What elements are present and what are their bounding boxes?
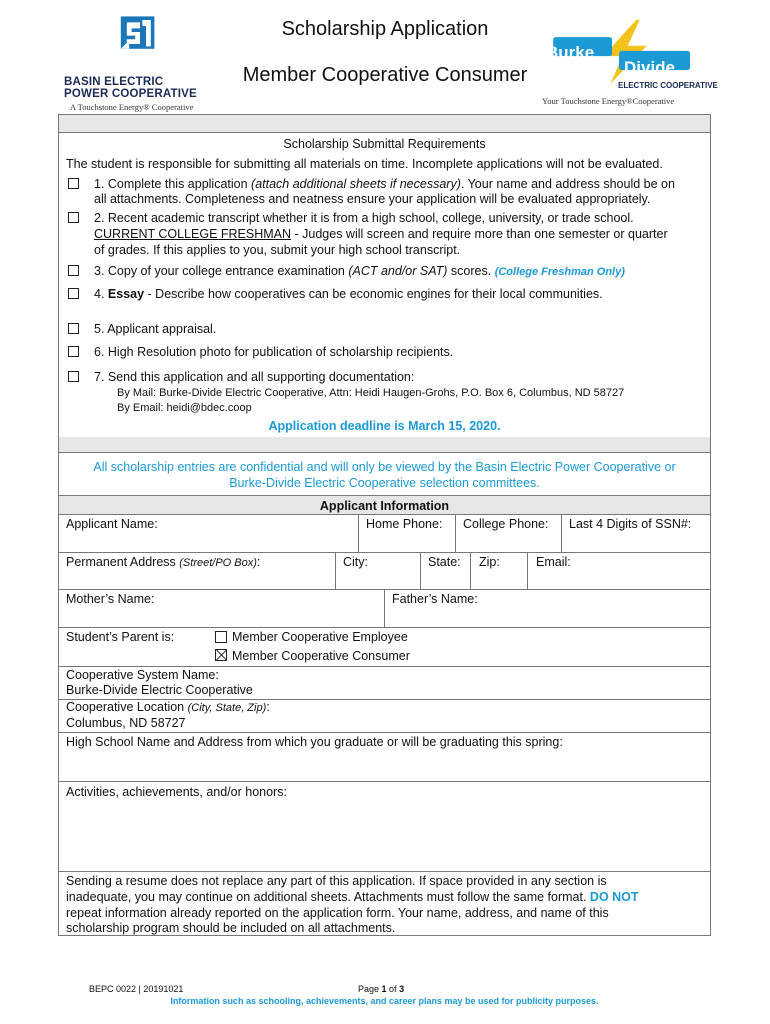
requirements-intro: The student is responsible for submitting all materials on time. Incomplete applications will not be evaluated. [66,157,663,171]
zip-label: Zip: [479,555,500,569]
req7-text: 7. Send this application and all supporting documentation: [94,370,415,384]
req2-text: 2. Recent academic transcript whether it is from a high school, college, university, or trade school. [94,211,634,225]
bepc-name: BASIN ELECTRIC POWER COOPERATIVE [64,76,197,100]
req4-text: 4. Essay - Describe how cooperatives can be economic engines for their local communities. [94,287,603,301]
burke-tagline: Your Touchstone Energy®Cooperative [542,96,675,106]
top-gray-band [59,115,710,132]
req7-checkbox[interactable] [68,371,79,382]
email-label: Email: [536,555,571,569]
resume-note-line1: Sending a resume does not replace any part of this application. If space provided in any section is [66,874,607,888]
req3-checkbox[interactable] [68,265,79,276]
consumer-option: Member Cooperative Consumer [232,649,410,663]
mid-gray-band [59,437,710,452]
employee-checkbox[interactable] [215,631,227,643]
mother-label: Mother’s Name: [66,592,155,606]
parent-type-label: Student’s Parent is: [66,630,175,644]
req6-text: 6. High Resolution photo for publication of scholarship recipients. [94,345,454,359]
coop-system-value: Burke-Divide Electric Cooperative [66,683,253,697]
page-title: Scholarship Application [281,18,489,40]
publicity-note: Information such as schooling, achievements, and career plans may be used for publicity purposes. [170,996,599,1006]
father-label: Father’s Name: [392,592,478,606]
activities-label: Activities, achievements, and/or honors: [66,785,287,799]
high-school-label: High School Name and Address from which you graduate or will be graduating this spring: [66,735,563,749]
resume-note-line2: inadequate, you may continue on additional sheets. Attachments must follow the same format. DO NOT [66,890,639,904]
req4-checkbox[interactable] [68,288,79,299]
burke-word: Burke [546,43,595,62]
coop-location-value: Columbus, ND 58727 [66,716,186,730]
ssn-label: Last 4 Digits of SSN#: [569,517,692,531]
burke-sub: ELECTRIC COOPERATIVE [618,81,718,90]
confidential-line2: Burke-Divide Electric Cooperative selection committees. [229,476,540,490]
req6-checkbox[interactable] [68,346,79,357]
req2-text-line3: of grades. If this applies to you, submit your high school transcript. [94,243,461,257]
address-label: Permanent Address (Street/PO Box): [66,555,261,569]
coop-system-label: Cooperative System Name: [66,668,219,682]
email-instructions: By Email: heidi@bdec.coop [117,402,252,414]
applicant-heading: Applicant Information [319,499,450,513]
resume-note-line4: scholarship program should be included on all attachments. [66,921,396,935]
college-phone-label: College Phone: [463,517,549,531]
req5-checkbox[interactable] [68,323,79,334]
consumer-checkbox[interactable] [215,649,227,661]
bepc-tagline: A Touchstone Energy® Cooperative [70,102,194,112]
deadline: Application deadline is March 15, 2020. [268,419,501,433]
req5-text: 5. Applicant appraisal. [94,322,217,336]
divide-word: Divide [624,58,676,77]
form-code: BEPC 0022 | 20191021 [89,984,184,994]
req3-text: 3. Copy of your college entrance examination (ACT and/or SAT) scores. (College Freshman Only) [94,264,625,278]
page-number: Page 1 of 3 [358,984,405,994]
req2-text-line2: CURRENT COLLEGE FRESHMAN - Judges will screen and require more than one semester or quarter [94,227,668,241]
req1-text-line2: all attachments. Completeness and neatness ensure your application will be evaluated appropriately. [94,192,651,206]
req2-checkbox[interactable] [68,212,79,223]
state-label: State: [428,555,461,569]
employee-option: Member Cooperative Employee [232,630,408,644]
requirements-heading: Scholarship Submittal Requirements [283,137,486,151]
resume-note-line3: repeat information already reported on the application form. Your name, address, and name of this [66,906,609,920]
applicant-name-label: Applicant Name: [66,517,158,531]
city-label: City: [343,555,368,569]
page-subtitle: Member Cooperative Consumer [242,64,528,86]
mail-instructions: By Mail: Burke-Divide Electric Cooperative, Attn: Heidi Haugen-Grohs, P.O. Box 6, Columbus, ND 58727 [117,387,625,399]
home-phone-label: Home Phone: [366,517,443,531]
req1-text: 1. Complete this application (attach additional sheets if necessary). Your name and address should be on [94,177,675,191]
coop-location-label: Cooperative Location (City, State, Zip): [66,700,270,714]
req1-checkbox[interactable] [68,178,79,189]
confidential-line1: All scholarship entries are confidential and will only be viewed by the Basin Electric Power Cooperative or [93,460,676,474]
